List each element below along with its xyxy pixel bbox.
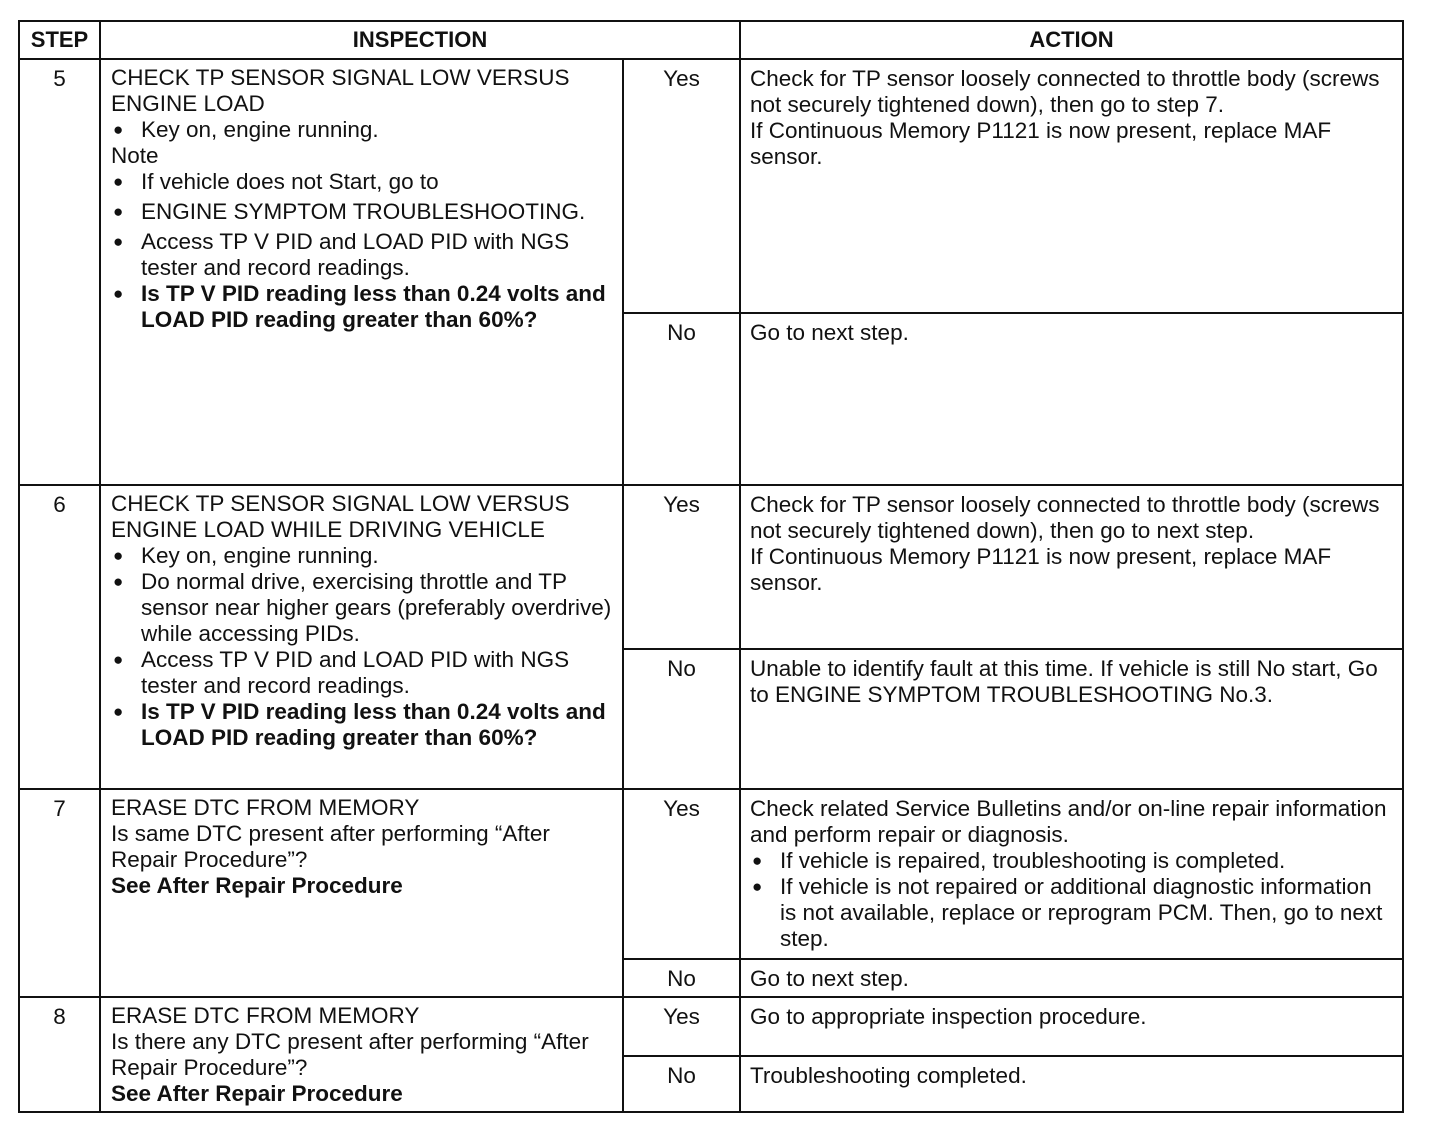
inspection-cell	[100, 997, 623, 1112]
action-no: Go to next step.	[740, 313, 1403, 485]
bullet-item: ● If vehicle does not Start, go to	[111, 169, 616, 195]
bullet-item: ● Access TP V PID and LOAD PID with NGS tester and record readings.	[111, 647, 616, 699]
action-text: Check related Service Bulletins and/or on-line repair information and perform repair or diagnosis.	[750, 796, 1387, 847]
step-5-yes-row	[19, 59, 1403, 313]
bullet-question: ● Is TP V PID reading less than 0.24 volts and LOAD PID reading greater than 60%?	[111, 281, 616, 333]
header-inspection: INSPECTION	[100, 21, 740, 59]
inspection-title: CHECK TP SENSOR SIGNAL LOW VERSUS ENGINE LOAD WHILE DRIVING VEHICLE	[111, 491, 570, 542]
step-8-yes-row	[19, 997, 1403, 1056]
bullet-item: ● Key on, engine running.	[111, 543, 616, 569]
header-step: STEP	[19, 21, 100, 59]
step-number: 7	[19, 789, 100, 997]
inspection-title-line: ENGINE LOAD	[111, 91, 265, 116]
inspection-title: ERASE DTC FROM MEMORY	[111, 795, 420, 820]
answer-no: No	[623, 959, 740, 997]
answer-no: No	[623, 313, 740, 485]
bullet-continuation	[111, 199, 616, 225]
inspection-cell	[100, 59, 623, 485]
action-bullet: ● If vehicle is not repaired or additional diagnostic information is not available, replace or reprogram PCM. Then, go to next step.	[750, 874, 1394, 952]
troubleshooting-table	[18, 20, 1404, 1113]
step-7-yes-row	[19, 789, 1403, 959]
header-action: ACTION	[740, 21, 1403, 59]
bullet-question: ● Is TP V PID reading less than 0.24 volts and LOAD PID reading greater than 60%?	[111, 699, 616, 751]
answer-yes: Yes	[623, 789, 740, 959]
action-yes	[740, 485, 1403, 649]
action-yes	[740, 59, 1403, 313]
answer-no: No	[623, 649, 740, 789]
action-no: Troubleshooting completed.	[740, 1056, 1403, 1113]
step-6-yes-row	[19, 485, 1403, 649]
action-no: Unable to identify fault at this time. If vehicle is still No start, Go to ENGINE SYMPTOM TROUBLESHOOTING No.3.	[740, 649, 1403, 789]
action-no: Go to next step.	[740, 959, 1403, 997]
action-text: Check for TP sensor loosely connected to throttle body (screws not securely tightened down), then go to next step.	[750, 492, 1380, 543]
action-yes	[740, 789, 1403, 959]
bullet-continuation-text: ENGINE SYMPTOM TROUBLESHOOTING.	[141, 199, 586, 224]
action-text: If Continuous Memory P1121 is now present, replace MAF sensor.	[750, 544, 1332, 595]
inspection-title-line: CHECK TP SENSOR SIGNAL LOW VERSUS	[111, 65, 570, 90]
see-reference: See After Repair Procedure	[111, 873, 403, 898]
note-label: Note	[111, 143, 159, 168]
answer-yes: Yes	[623, 59, 740, 313]
action-text: If Continuous Memory P1121 is now present, replace MAF sensor.	[750, 118, 1332, 169]
header-row	[19, 21, 1403, 59]
inspection-title: ERASE DTC FROM MEMORY	[111, 1003, 420, 1028]
action-yes: Go to appropriate inspection procedure.	[740, 997, 1403, 1056]
step-number: 8	[19, 997, 100, 1112]
inspection-cell	[100, 485, 623, 789]
answer-no: No	[623, 1056, 740, 1113]
action-bullet: ● If vehicle is repaired, troubleshooting is completed.	[750, 848, 1394, 874]
answer-yes: Yes	[623, 997, 740, 1056]
inspection-question: Is same DTC present after performing “After Repair Procedure”?	[111, 821, 550, 872]
step-number: 6	[19, 485, 100, 789]
bullet-item: ● Key on, engine running.	[111, 117, 616, 143]
action-text: Check for TP sensor loosely connected to throttle body (screws not securely tightened down), then go to step 7.	[750, 66, 1380, 117]
bullet-item: ● Access TP V PID and LOAD PID with NGS tester and record readings.	[111, 229, 616, 281]
bullet-item: ● Do normal drive, exercising throttle and TP sensor near higher gears (preferably overdrive) while accessing PIDs.	[111, 569, 616, 647]
inspection-question: Is there any DTC present after performing “After Repair Procedure”?	[111, 1029, 589, 1080]
step-number: 5	[19, 59, 100, 485]
see-reference: See After Repair Procedure	[111, 1081, 403, 1106]
answer-yes: Yes	[623, 485, 740, 649]
inspection-cell	[100, 789, 623, 997]
